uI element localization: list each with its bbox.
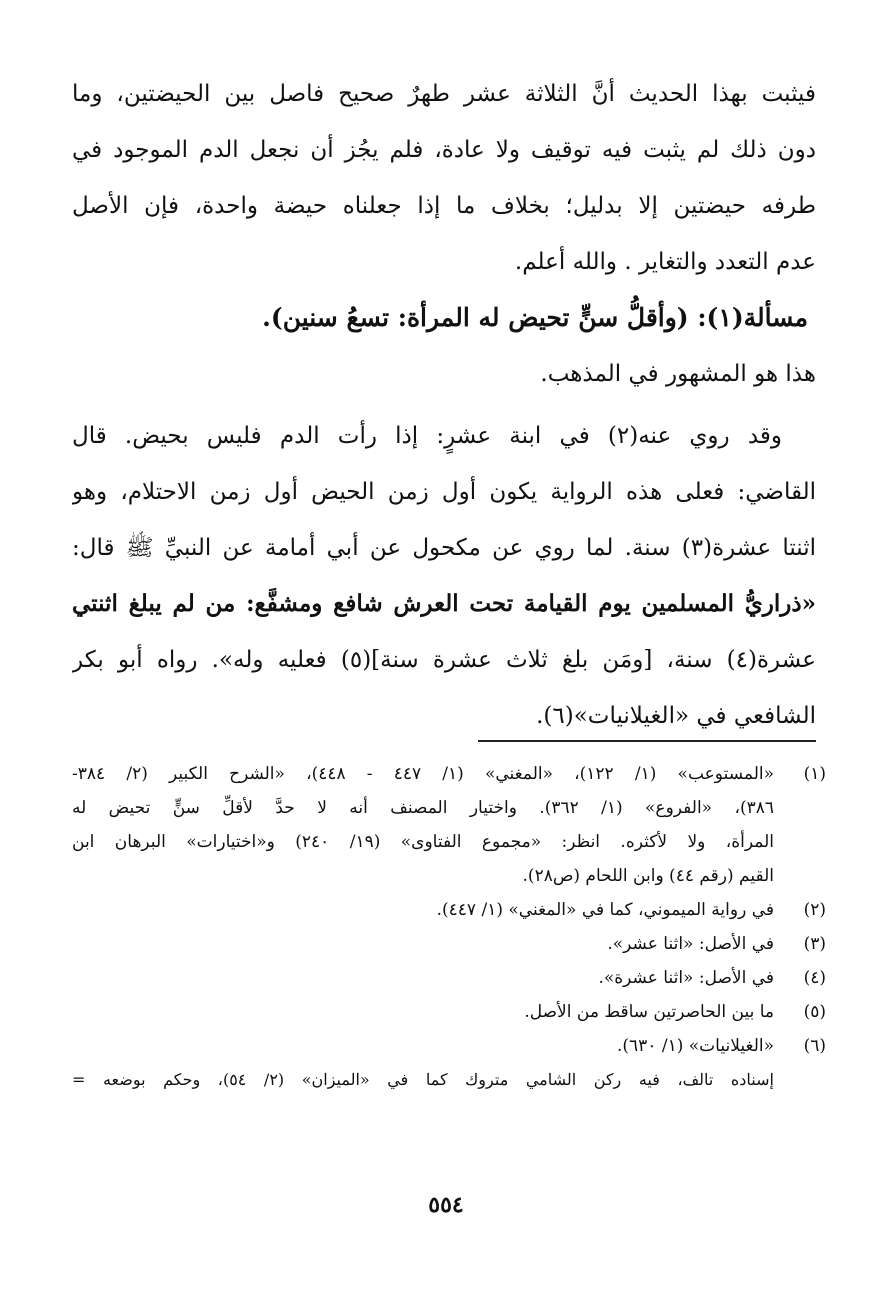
- footnote-line: «المستوعب» (١/ ١٢٢)، «المغني» (١/ ٤٤٧ - ٤٤٨)، «الشرح الكبير (٢/ ٣٨٤-: [72, 764, 774, 784]
- footnote-number: (٤): [803, 968, 826, 988]
- footnote-line: في الأصل: «اثنا عشر».: [607, 934, 774, 954]
- question-heading: مسألة(١): (وأقلُّ سنٍّ تحيض له المرأة: تسعُ سنين).: [262, 303, 808, 332]
- footnotes: [72, 757, 826, 1097]
- footnote: [72, 1029, 826, 1063]
- footnote: [72, 927, 826, 961]
- page-number: ٥٥٤: [428, 1192, 464, 1218]
- footnote-body: [72, 893, 774, 927]
- footnote: [72, 995, 826, 1029]
- footnote-body: [72, 961, 774, 995]
- paragraph-line: القاضي: فعلى هذه الرواية يكون أول زمن الحيض أول زمن الاحتلام، وهو: [72, 479, 816, 505]
- footnote-body: [72, 1029, 774, 1063]
- text-line: طرفه حيضتين إلا بدليل؛ بخلاف ما إذا جعلناه حيضة واحدة، فإن الأصل: [72, 193, 816, 219]
- footnote-line: في رواية الميموني، كما في «المغني» (١/ ٤٤٧).: [436, 900, 774, 920]
- footnote-body: [72, 995, 774, 1029]
- footnote-line: المرأة، ولا لأكثره. انظر: «مجموع الفتاوى» (١٩/ ٢٤٠) و«اختيارات» البرهان ابن: [72, 832, 774, 852]
- paragraph-line: وقد روي عنه(٢) في ابنة عشرٍ: إذا رأت الدم فليس بحيض. قال: [72, 423, 783, 449]
- footnote-line: ما بين الحاصرتين ساقط من الأصل.: [524, 1002, 774, 1022]
- footnote-number: (١): [803, 764, 826, 784]
- footnote-body: [72, 927, 774, 961]
- paragraph-line: اثنتا عشرة(٣) سنة. لما روي عن مكحول عن أبي أمامة عن النبيِّ ﷺ قال:: [72, 535, 816, 561]
- footnote: [72, 893, 826, 927]
- footnote: [72, 757, 826, 893]
- footnote-number: (٦): [803, 1036, 826, 1056]
- text-line: عدم التعدد والتغاير . والله أعلم.: [514, 249, 816, 275]
- footnote-divider: [478, 740, 816, 742]
- footnote-line: «الغيلانيات» (١/ ٦٣٠).: [617, 1036, 774, 1056]
- footnote-line: في الأصل: «اثنا عشرة».: [598, 968, 774, 988]
- footnote-line: القيم (رقم ٤٤) وابن اللحام (ص٢٨).: [522, 866, 774, 886]
- main-text: [72, 66, 816, 744]
- text-line: فيثبت بهذا الحديث أنَّ الثلاثة عشر طهرٌ صحيح فاصل بين الحيضتين، وما: [72, 81, 816, 107]
- text-line: دون ذلك لم يثبت فيه توقيف ولا عادة، فلم يجُز أن نجعل الدم الموجود في: [72, 137, 816, 163]
- footnote-number: (٢): [803, 900, 826, 920]
- paragraph-line: الشافعي في «الغيلانيات»(٦).: [536, 703, 816, 729]
- footnote-number: (٥): [803, 1002, 826, 1022]
- hadith-line: عشرة(٤) سنة، [ومَن بلغ ثلاث عشرة سنة](٥) فعليه وله». رواه أبو بكر: [72, 647, 816, 673]
- footnote-line: ٣٨٦)، «الفروع» (١/ ٣٦٢). واختيار المصنف أنه لا حدَّ لأقلِّ سنٍّ تحيض له: [72, 798, 774, 818]
- footnote: [72, 961, 826, 995]
- footnote-body: [72, 757, 774, 893]
- footnote-number: (٣): [803, 934, 826, 954]
- footnote-continuation: إسناده تالف، فيه ركن الشامي متروك كما في «الميزان» (٢/ ٥٤)، وحكم بوضعه =: [72, 1070, 774, 1089]
- hadith-line: «ذراريُّ المسلمين يوم القيامة تحت العرش شافع ومشفَّع: من لم يبلغ اثنتي: [72, 590, 816, 617]
- paragraph-line: هذا هو المشهور في المذهب.: [540, 361, 816, 387]
